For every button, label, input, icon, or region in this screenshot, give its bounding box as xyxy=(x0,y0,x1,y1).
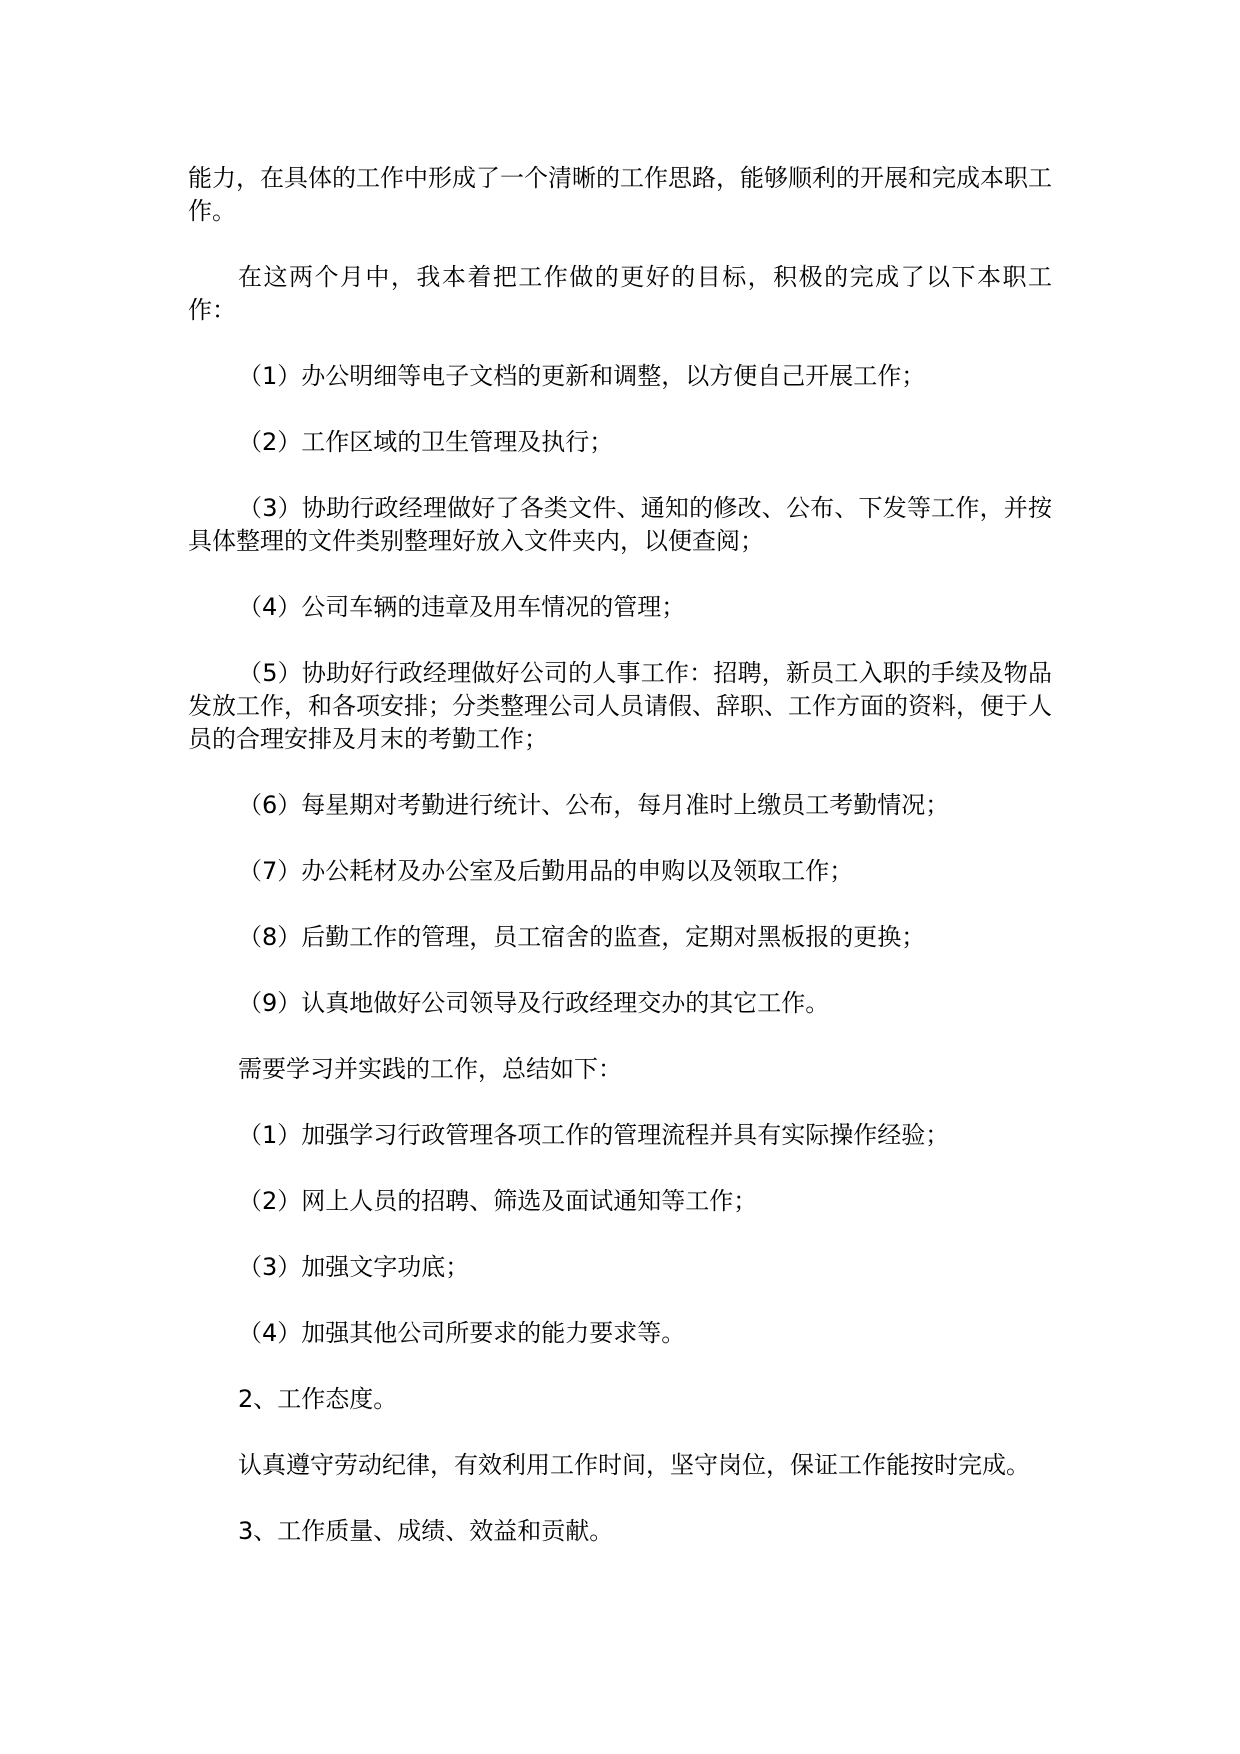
section-heading-work-quality: 3、工作质量、成绩、效益和贡献。 xyxy=(238,1517,614,1545)
list-item-completed-3: （3）协助行政经理做好了各类文件、通知的修改、公布、下发等工作，并按具体整理的文件类别整理好放入文件夹内，以便查阅； xyxy=(188,494,1052,555)
section-heading-work-attitude: 2、工作态度。 xyxy=(238,1385,398,1413)
list-item-completed-7: （7）办公耗材及办公室及后勤用品的申购以及领取工作； xyxy=(238,857,854,885)
list-item-learning-4: （4）加强其他公司所要求的能力要求等。 xyxy=(238,1319,686,1347)
list-item-completed-9: （9）认真地做好公司领导及行政经理交办的其它工作。 xyxy=(238,989,830,1017)
document-body xyxy=(188,162,1052,1581)
list-item-completed-5: （5）协助好行政经理做好公司的人事工作：招聘，新员工入职的手续及物品发放工作，和各项安排；分类整理公司人员请假、辞职、工作方面的资料，便于人员的合理安排及月末的考勤工作； xyxy=(188,659,1052,753)
paragraph-two-months-summary: 在这两个月中，我本着把工作做的更好的目标，积极的完成了以下本职工作： xyxy=(188,263,1052,324)
list-item-completed-8: （8）后勤工作的管理，员工宿舍的监查，定期对黑板报的更换； xyxy=(238,923,926,951)
list-item-learning-2: （2）网上人员的招聘、筛选及面试通知等工作； xyxy=(238,1187,758,1215)
list-item-learning-3: （3）加强文字功底； xyxy=(238,1253,470,1281)
list-item-completed-2: （2）工作区域的卫生管理及执行； xyxy=(238,428,614,456)
list-item-completed-1: （1）办公明细等电子文档的更新和调整，以方便自己开展工作； xyxy=(238,362,926,390)
list-item-completed-6: （6）每星期对考勤进行统计、公布，每月准时上缴员工考勤情况； xyxy=(238,791,950,819)
list-item-learning-1: （1）加强学习行政管理各项工作的管理流程并具有实际操作经验； xyxy=(238,1121,950,1149)
paragraph-work-attitude: 认真遵守劳动纪律，有效利用工作时间，坚守岗位，保证工作能按时完成。 xyxy=(238,1451,1030,1479)
list-item-completed-4: （4）公司车辆的违章及用车情况的管理； xyxy=(238,593,686,621)
paragraph-learning-summary: 需要学习并实践的工作，总结如下： xyxy=(238,1055,622,1083)
paragraph-intro-continuation: 能力，在具体的工作中形成了一个清晰的工作思路，能够顺利的开展和完成本职工作。 xyxy=(188,164,1052,225)
